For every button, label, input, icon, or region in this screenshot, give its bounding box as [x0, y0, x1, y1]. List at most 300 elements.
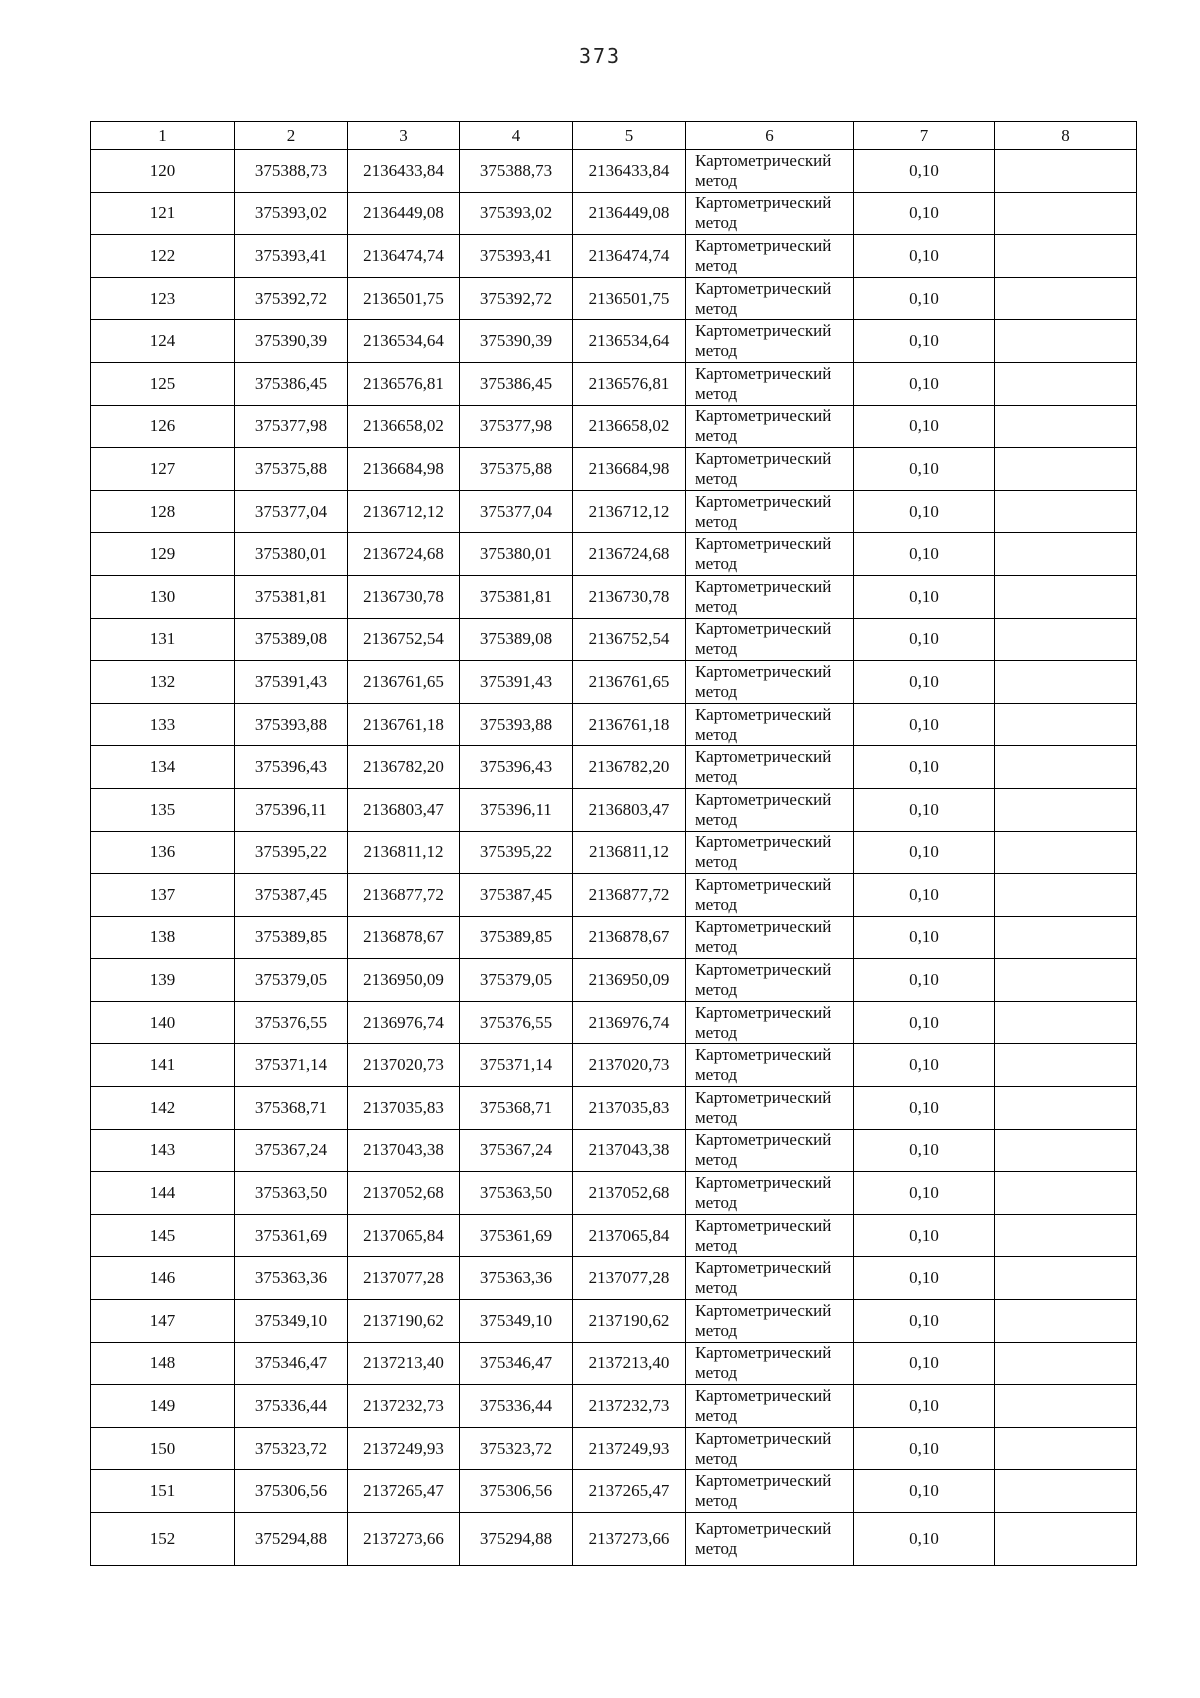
column-header: 2 — [235, 122, 348, 150]
table-row — [91, 1300, 1137, 1343]
y-coordinate-cell: 2136950,09 — [348, 959, 460, 1002]
point-number-cell: 125 — [91, 362, 235, 405]
method-cell: Картометрический метод — [686, 320, 854, 363]
y-coordinate-cell: 2137065,84 — [348, 1214, 460, 1257]
accuracy-cell: 0,10 — [854, 1129, 995, 1172]
x-coordinate-cell: 375393,41 — [235, 235, 348, 278]
x-coordinate-cell: 375323,72 — [235, 1427, 348, 1470]
x-coordinate-cell: 375363,36 — [460, 1257, 573, 1300]
x-coordinate-cell: 375387,45 — [235, 874, 348, 917]
description-cell — [995, 1044, 1137, 1087]
x-coordinate-cell: 375389,85 — [235, 916, 348, 959]
method-cell: Картометрический метод — [686, 448, 854, 491]
x-coordinate-cell: 375376,55 — [460, 1001, 573, 1044]
y-coordinate-cell: 2137020,73 — [573, 1044, 686, 1087]
accuracy-cell: 0,10 — [854, 874, 995, 917]
x-coordinate-cell: 375294,88 — [235, 1513, 348, 1566]
x-coordinate-cell: 375388,73 — [235, 150, 348, 193]
description-cell — [995, 235, 1137, 278]
accuracy-cell: 0,10 — [854, 150, 995, 193]
description-cell — [995, 874, 1137, 917]
accuracy-cell: 0,10 — [854, 405, 995, 448]
method-cell: Картометрический метод — [686, 1087, 854, 1130]
y-coordinate-cell: 2137052,68 — [573, 1172, 686, 1215]
method-cell: Картометрический метод — [686, 490, 854, 533]
column-header: 8 — [995, 122, 1137, 150]
y-coordinate-cell: 2136976,74 — [348, 1001, 460, 1044]
x-coordinate-cell: 375393,02 — [460, 192, 573, 235]
x-coordinate-cell: 375380,01 — [460, 533, 573, 576]
accuracy-cell: 0,10 — [854, 1300, 995, 1343]
y-coordinate-cell: 2137273,66 — [348, 1513, 460, 1566]
method-cell: Картометрический метод — [686, 235, 854, 278]
table-header-row — [91, 122, 1137, 150]
x-coordinate-cell: 375376,55 — [235, 1001, 348, 1044]
point-number-cell: 149 — [91, 1385, 235, 1428]
y-coordinate-cell: 2136877,72 — [348, 874, 460, 917]
column-header: 7 — [854, 122, 995, 150]
method-cell: Картометрический метод — [686, 1470, 854, 1513]
y-coordinate-cell: 2136730,78 — [573, 575, 686, 618]
description-cell — [995, 448, 1137, 491]
accuracy-cell: 0,10 — [854, 533, 995, 576]
x-coordinate-cell: 375371,14 — [235, 1044, 348, 1087]
point-number-cell: 130 — [91, 575, 235, 618]
point-number-cell: 132 — [91, 661, 235, 704]
method-cell: Картометрический метод — [686, 661, 854, 704]
x-coordinate-cell: 375380,01 — [235, 533, 348, 576]
description-cell — [995, 533, 1137, 576]
description-cell — [995, 1385, 1137, 1428]
method-cell: Картометрический метод — [686, 192, 854, 235]
x-coordinate-cell: 375381,81 — [460, 575, 573, 618]
accuracy-cell: 0,10 — [854, 1172, 995, 1215]
point-number-cell: 148 — [91, 1342, 235, 1385]
description-cell — [995, 150, 1137, 193]
x-coordinate-cell: 375391,43 — [460, 661, 573, 704]
x-coordinate-cell: 375388,73 — [460, 150, 573, 193]
description-cell — [995, 192, 1137, 235]
y-coordinate-cell: 2136449,08 — [348, 192, 460, 235]
x-coordinate-cell: 375392,72 — [235, 277, 348, 320]
table-row — [91, 533, 1137, 576]
table-row — [91, 490, 1137, 533]
table-row — [91, 1087, 1137, 1130]
x-coordinate-cell: 375371,14 — [460, 1044, 573, 1087]
x-coordinate-cell: 375306,56 — [460, 1470, 573, 1513]
y-coordinate-cell: 2136877,72 — [573, 874, 686, 917]
description-cell — [995, 661, 1137, 704]
description-cell — [995, 320, 1137, 363]
accuracy-cell: 0,10 — [854, 1470, 995, 1513]
y-coordinate-cell: 2137077,28 — [573, 1257, 686, 1300]
column-header: 6 — [686, 122, 854, 150]
x-coordinate-cell: 375391,43 — [235, 661, 348, 704]
y-coordinate-cell: 2137249,93 — [573, 1427, 686, 1470]
y-coordinate-cell: 2136752,54 — [573, 618, 686, 661]
point-number-cell: 138 — [91, 916, 235, 959]
y-coordinate-cell: 2136501,75 — [348, 277, 460, 320]
point-number-cell: 120 — [91, 150, 235, 193]
y-coordinate-cell: 2136950,09 — [573, 959, 686, 1002]
table-row — [91, 661, 1137, 704]
point-number-cell: 126 — [91, 405, 235, 448]
y-coordinate-cell: 2137043,38 — [573, 1129, 686, 1172]
accuracy-cell: 0,10 — [854, 746, 995, 789]
method-cell: Картометрический метод — [686, 575, 854, 618]
accuracy-cell: 0,10 — [854, 618, 995, 661]
description-cell — [995, 490, 1137, 533]
description-cell — [995, 1214, 1137, 1257]
y-coordinate-cell: 2136712,12 — [573, 490, 686, 533]
y-coordinate-cell: 2137077,28 — [348, 1257, 460, 1300]
method-cell: Картометрический метод — [686, 788, 854, 831]
y-coordinate-cell: 2136576,81 — [348, 362, 460, 405]
point-number-cell: 150 — [91, 1427, 235, 1470]
method-cell: Картометрический метод — [686, 1385, 854, 1428]
x-coordinate-cell: 375395,22 — [235, 831, 348, 874]
accuracy-cell: 0,10 — [854, 277, 995, 320]
y-coordinate-cell: 2136761,65 — [573, 661, 686, 704]
method-cell: Картометрический метод — [686, 150, 854, 193]
y-coordinate-cell: 2136474,74 — [348, 235, 460, 278]
x-coordinate-cell: 375390,39 — [235, 320, 348, 363]
x-coordinate-cell: 375393,41 — [460, 235, 573, 278]
point-number-cell: 146 — [91, 1257, 235, 1300]
x-coordinate-cell: 375389,08 — [460, 618, 573, 661]
table-row — [91, 959, 1137, 1002]
y-coordinate-cell: 2137213,40 — [573, 1342, 686, 1385]
y-coordinate-cell: 2136433,84 — [573, 150, 686, 193]
y-coordinate-cell: 2136684,98 — [348, 448, 460, 491]
accuracy-cell: 0,10 — [854, 661, 995, 704]
y-coordinate-cell: 2136534,64 — [573, 320, 686, 363]
x-coordinate-cell: 375367,24 — [235, 1129, 348, 1172]
table-row — [91, 1001, 1137, 1044]
x-coordinate-cell: 375294,88 — [460, 1513, 573, 1566]
y-coordinate-cell: 2136712,12 — [348, 490, 460, 533]
method-cell: Картометрический метод — [686, 1257, 854, 1300]
accuracy-cell: 0,10 — [854, 703, 995, 746]
point-number-cell: 144 — [91, 1172, 235, 1215]
method-cell: Картометрический метод — [686, 1427, 854, 1470]
y-coordinate-cell: 2136803,47 — [348, 788, 460, 831]
description-cell — [995, 362, 1137, 405]
x-coordinate-cell: 375361,69 — [460, 1214, 573, 1257]
y-coordinate-cell: 2137065,84 — [573, 1214, 686, 1257]
point-number-cell: 137 — [91, 874, 235, 917]
accuracy-cell: 0,10 — [854, 320, 995, 363]
description-cell — [995, 1470, 1137, 1513]
x-coordinate-cell: 375306,56 — [235, 1470, 348, 1513]
x-coordinate-cell: 375379,05 — [460, 959, 573, 1002]
x-coordinate-cell: 375368,71 — [460, 1087, 573, 1130]
y-coordinate-cell: 2136658,02 — [348, 405, 460, 448]
accuracy-cell: 0,10 — [854, 916, 995, 959]
y-coordinate-cell: 2137043,38 — [348, 1129, 460, 1172]
table-row — [91, 916, 1137, 959]
method-cell: Картометрический метод — [686, 874, 854, 917]
y-coordinate-cell: 2136752,54 — [348, 618, 460, 661]
method-cell: Картометрический метод — [686, 1214, 854, 1257]
x-coordinate-cell: 375336,44 — [235, 1385, 348, 1428]
description-cell — [995, 1427, 1137, 1470]
y-coordinate-cell: 2136724,68 — [348, 533, 460, 576]
x-coordinate-cell: 375389,85 — [460, 916, 573, 959]
description-cell — [995, 746, 1137, 789]
y-coordinate-cell: 2136474,74 — [573, 235, 686, 278]
table-row — [91, 874, 1137, 917]
x-coordinate-cell: 375377,04 — [460, 490, 573, 533]
x-coordinate-cell: 375377,98 — [235, 405, 348, 448]
point-number-cell: 135 — [91, 788, 235, 831]
point-number-cell: 121 — [91, 192, 235, 235]
column-header: 5 — [573, 122, 686, 150]
x-coordinate-cell: 375377,98 — [460, 405, 573, 448]
x-coordinate-cell: 375323,72 — [460, 1427, 573, 1470]
y-coordinate-cell: 2136976,74 — [573, 1001, 686, 1044]
y-coordinate-cell: 2137020,73 — [348, 1044, 460, 1087]
x-coordinate-cell: 375363,36 — [235, 1257, 348, 1300]
y-coordinate-cell: 2137232,73 — [348, 1385, 460, 1428]
y-coordinate-cell: 2136803,47 — [573, 788, 686, 831]
y-coordinate-cell: 2136576,81 — [573, 362, 686, 405]
point-number-cell: 133 — [91, 703, 235, 746]
description-cell — [995, 916, 1137, 959]
accuracy-cell: 0,10 — [854, 448, 995, 491]
x-coordinate-cell: 375363,50 — [235, 1172, 348, 1215]
column-header: 4 — [460, 122, 573, 150]
point-number-cell: 129 — [91, 533, 235, 576]
accuracy-cell: 0,10 — [854, 959, 995, 1002]
y-coordinate-cell: 2136684,98 — [573, 448, 686, 491]
accuracy-cell: 0,10 — [854, 1427, 995, 1470]
coordinates-table — [90, 121, 1137, 1566]
y-coordinate-cell: 2136433,84 — [348, 150, 460, 193]
x-coordinate-cell: 375393,02 — [235, 192, 348, 235]
x-coordinate-cell: 375346,47 — [460, 1342, 573, 1385]
description-cell — [995, 1513, 1137, 1566]
method-cell: Картометрический метод — [686, 277, 854, 320]
table-body — [91, 150, 1137, 1566]
table-row — [91, 235, 1137, 278]
x-coordinate-cell: 375377,04 — [235, 490, 348, 533]
description-cell — [995, 831, 1137, 874]
x-coordinate-cell: 375349,10 — [235, 1300, 348, 1343]
method-cell: Картометрический метод — [686, 831, 854, 874]
y-coordinate-cell: 2137265,47 — [573, 1470, 686, 1513]
x-coordinate-cell: 375386,45 — [460, 362, 573, 405]
method-cell: Картометрический метод — [686, 362, 854, 405]
point-number-cell: 127 — [91, 448, 235, 491]
x-coordinate-cell: 375387,45 — [460, 874, 573, 917]
x-coordinate-cell: 375375,88 — [460, 448, 573, 491]
table-row — [91, 362, 1137, 405]
table-row — [91, 405, 1137, 448]
y-coordinate-cell: 2137190,62 — [573, 1300, 686, 1343]
method-cell: Картометрический метод — [686, 618, 854, 661]
accuracy-cell: 0,10 — [854, 1001, 995, 1044]
description-cell — [995, 1129, 1137, 1172]
table-row — [91, 320, 1137, 363]
x-coordinate-cell: 375379,05 — [235, 959, 348, 1002]
accuracy-cell: 0,10 — [854, 1513, 995, 1566]
point-number-cell: 123 — [91, 277, 235, 320]
table-row — [91, 1129, 1137, 1172]
table-row — [91, 1342, 1137, 1385]
point-number-cell: 139 — [91, 959, 235, 1002]
table-row — [91, 1470, 1137, 1513]
description-cell — [995, 277, 1137, 320]
accuracy-cell: 0,10 — [854, 235, 995, 278]
point-number-cell: 147 — [91, 1300, 235, 1343]
accuracy-cell: 0,10 — [854, 575, 995, 618]
accuracy-cell: 0,10 — [854, 1257, 995, 1300]
description-cell — [995, 618, 1137, 661]
y-coordinate-cell: 2136449,08 — [573, 192, 686, 235]
accuracy-cell: 0,10 — [854, 192, 995, 235]
y-coordinate-cell: 2136501,75 — [573, 277, 686, 320]
table-row — [91, 618, 1137, 661]
accuracy-cell: 0,10 — [854, 788, 995, 831]
description-cell — [995, 1300, 1137, 1343]
y-coordinate-cell: 2137052,68 — [348, 1172, 460, 1215]
description-cell — [995, 1257, 1137, 1300]
page-number: 373 — [578, 44, 622, 68]
point-number-cell: 140 — [91, 1001, 235, 1044]
y-coordinate-cell: 2136534,64 — [348, 320, 460, 363]
y-coordinate-cell: 2136782,20 — [348, 746, 460, 789]
x-coordinate-cell: 375361,69 — [235, 1214, 348, 1257]
description-cell — [995, 1172, 1137, 1215]
y-coordinate-cell: 2137190,62 — [348, 1300, 460, 1343]
x-coordinate-cell: 375395,22 — [460, 831, 573, 874]
x-coordinate-cell: 375368,71 — [235, 1087, 348, 1130]
table-row — [91, 192, 1137, 235]
description-cell — [995, 1001, 1137, 1044]
table-row — [91, 1427, 1137, 1470]
point-number-cell: 131 — [91, 618, 235, 661]
method-cell: Картометрический метод — [686, 1129, 854, 1172]
table-row — [91, 575, 1137, 618]
table-row — [91, 1257, 1137, 1300]
x-coordinate-cell: 375381,81 — [235, 575, 348, 618]
y-coordinate-cell: 2136811,12 — [348, 831, 460, 874]
accuracy-cell: 0,10 — [854, 1385, 995, 1428]
x-coordinate-cell: 375396,11 — [235, 788, 348, 831]
table-row — [91, 703, 1137, 746]
point-number-cell: 141 — [91, 1044, 235, 1087]
method-cell: Картометрический метод — [686, 1342, 854, 1385]
description-cell — [995, 1087, 1137, 1130]
x-coordinate-cell: 375393,88 — [460, 703, 573, 746]
x-coordinate-cell: 375396,43 — [460, 746, 573, 789]
y-coordinate-cell: 2137232,73 — [573, 1385, 686, 1428]
point-number-cell: 142 — [91, 1087, 235, 1130]
y-coordinate-cell: 2137213,40 — [348, 1342, 460, 1385]
x-coordinate-cell: 375349,10 — [460, 1300, 573, 1343]
table-row — [91, 1385, 1137, 1428]
table-row — [91, 448, 1137, 491]
x-coordinate-cell: 375346,47 — [235, 1342, 348, 1385]
description-cell — [995, 959, 1137, 1002]
x-coordinate-cell: 375392,72 — [460, 277, 573, 320]
x-coordinate-cell: 375396,11 — [460, 788, 573, 831]
method-cell: Картометрический метод — [686, 533, 854, 576]
x-coordinate-cell: 375390,39 — [460, 320, 573, 363]
table-row — [91, 831, 1137, 874]
y-coordinate-cell: 2137265,47 — [348, 1470, 460, 1513]
y-coordinate-cell: 2137035,83 — [573, 1087, 686, 1130]
x-coordinate-cell: 375367,24 — [460, 1129, 573, 1172]
table-row — [91, 788, 1137, 831]
y-coordinate-cell: 2137273,66 — [573, 1513, 686, 1566]
x-coordinate-cell: 375375,88 — [235, 448, 348, 491]
accuracy-cell: 0,10 — [854, 1087, 995, 1130]
point-number-cell: 143 — [91, 1129, 235, 1172]
method-cell: Картометрический метод — [686, 1044, 854, 1087]
table-row — [91, 150, 1137, 193]
method-cell: Картометрический метод — [686, 916, 854, 959]
x-coordinate-cell: 375389,08 — [235, 618, 348, 661]
point-number-cell: 134 — [91, 746, 235, 789]
y-coordinate-cell: 2136782,20 — [573, 746, 686, 789]
point-number-cell: 151 — [91, 1470, 235, 1513]
x-coordinate-cell: 375396,43 — [235, 746, 348, 789]
accuracy-cell: 0,10 — [854, 1214, 995, 1257]
method-cell: Картометрический метод — [686, 746, 854, 789]
table-row — [91, 1044, 1137, 1087]
column-header: 3 — [348, 122, 460, 150]
table-row — [91, 1172, 1137, 1215]
accuracy-cell: 0,10 — [854, 1342, 995, 1385]
method-cell: Картометрический метод — [686, 959, 854, 1002]
description-cell — [995, 788, 1137, 831]
point-number-cell: 136 — [91, 831, 235, 874]
y-coordinate-cell: 2136761,18 — [573, 703, 686, 746]
description-cell — [995, 1342, 1137, 1385]
point-number-cell: 124 — [91, 320, 235, 363]
column-header: 1 — [91, 122, 235, 150]
method-cell: Картометрический метод — [686, 1513, 854, 1566]
method-cell: Картометрический метод — [686, 405, 854, 448]
point-number-cell: 128 — [91, 490, 235, 533]
accuracy-cell: 0,10 — [854, 362, 995, 405]
point-number-cell: 145 — [91, 1214, 235, 1257]
x-coordinate-cell: 375393,88 — [235, 703, 348, 746]
description-cell — [995, 575, 1137, 618]
y-coordinate-cell: 2136658,02 — [573, 405, 686, 448]
x-coordinate-cell: 375363,50 — [460, 1172, 573, 1215]
method-cell: Картометрический метод — [686, 703, 854, 746]
method-cell: Картометрический метод — [686, 1172, 854, 1215]
table-row — [91, 1513, 1137, 1566]
accuracy-cell: 0,10 — [854, 831, 995, 874]
y-coordinate-cell: 2136761,65 — [348, 661, 460, 704]
y-coordinate-cell: 2136811,12 — [573, 831, 686, 874]
table-row — [91, 277, 1137, 320]
y-coordinate-cell: 2137035,83 — [348, 1087, 460, 1130]
y-coordinate-cell: 2137249,93 — [348, 1427, 460, 1470]
table-row — [91, 1214, 1137, 1257]
table-row — [91, 746, 1137, 789]
x-coordinate-cell: 375336,44 — [460, 1385, 573, 1428]
description-cell — [995, 405, 1137, 448]
point-number-cell: 152 — [91, 1513, 235, 1566]
accuracy-cell: 0,10 — [854, 1044, 995, 1087]
method-cell: Картометрический метод — [686, 1300, 854, 1343]
x-coordinate-cell: 375386,45 — [235, 362, 348, 405]
